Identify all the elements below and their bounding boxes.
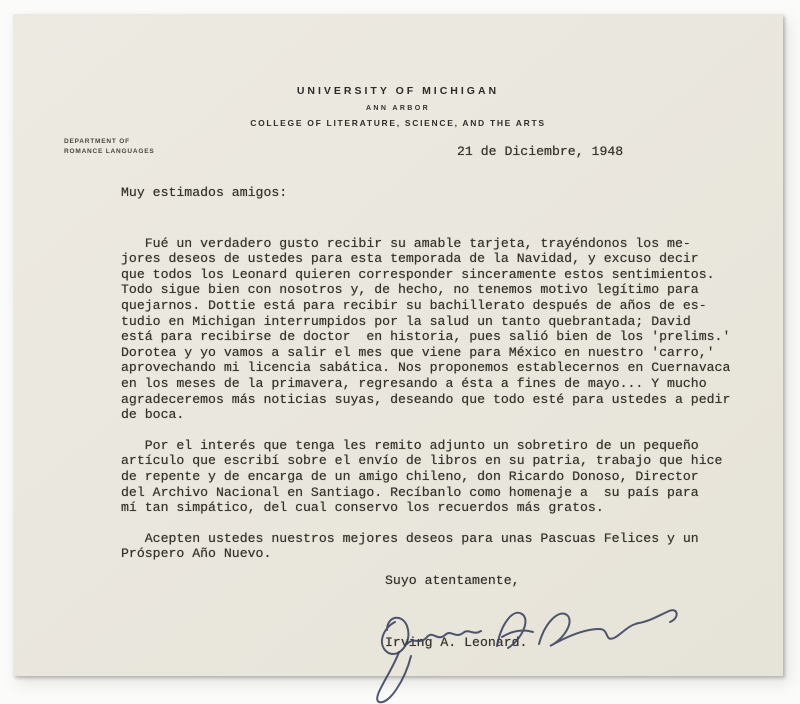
letter-line: agradeceremos más noticias suyas, deseando que todo esté para ustedes a pedir bbox=[121, 391, 731, 407]
letter-line: Fué un verdadero gusto recibir su amable tarjeta, trayéndonos los me- bbox=[121, 235, 691, 251]
letterhead-college: COLLEGE OF LITERATURE, SCIENCE, AND THE ARTS bbox=[250, 118, 546, 128]
letter-line: en los meses de la primavera, regresando a ésta a fines de mayo... Y mucho bbox=[121, 375, 707, 391]
letter-line: mí tan simpático, del cual conservo los recuerdos más gratos. bbox=[121, 500, 604, 516]
signature-stroke bbox=[497, 613, 533, 648]
paragraph-1 bbox=[121, 236, 730, 423]
salutation: Muy estimados amigos: bbox=[121, 185, 288, 200]
typed-signature-name: Irving A. Leonard. bbox=[385, 635, 528, 651]
letter-paper bbox=[13, 14, 783, 676]
letter-line: jores deseos de ustedes para esta temporada de la Navidad, y excuso decir bbox=[121, 251, 699, 267]
letter-line: aprovechando mi licencia sabática. Nos proponemos establecernos en Cuernavaca bbox=[121, 360, 731, 376]
letterhead-university: UNIVERSITY OF MICHIGAN bbox=[296, 85, 500, 97]
signature-stroke bbox=[539, 610, 677, 646]
paragraph-3 bbox=[121, 531, 730, 562]
letter-line: Dorotea y yo vamos a salir el mes que viene para México en nuestro 'carro,' bbox=[121, 344, 715, 360]
letter-line: de repente y de encarga de un amigo chileno, don Ricardo Donoso, Director bbox=[121, 468, 699, 484]
letter-line: artículo que escribí sobre el envío de libros en su patria, trabajo que hice bbox=[121, 453, 723, 469]
letter-line: Próspero Año Nuevo. bbox=[121, 546, 272, 562]
letter-line: Por el interés que tenga les remito adjunto un sobretiro de un pequeño bbox=[121, 437, 699, 453]
signature-stroke bbox=[377, 652, 411, 702]
letter-line: Todo sigue bien con nosotros y, de hecho, no tenemos motivo legítimo para bbox=[121, 282, 699, 298]
letterhead-city: ANN ARBOR bbox=[365, 105, 431, 112]
letter-line: quejarnos. Dottie está para recibir su bachillerato después de años de es- bbox=[121, 297, 707, 313]
letter-line: del Archivo Nacional en Santiago. Recíbanlo como homenaje a su país para bbox=[121, 484, 699, 500]
paragraph-2 bbox=[121, 438, 730, 516]
closing-line: Suyo atentamente, bbox=[385, 572, 520, 588]
department-line-1: DEPARTMENT OF bbox=[64, 138, 130, 145]
letterhead-department bbox=[64, 137, 155, 156]
handwritten-signature bbox=[351, 582, 681, 704]
letter-line: tudio en Michigan interrumpidos por la salud un tanto quebrantada; David bbox=[121, 313, 691, 329]
letter-line: de boca. bbox=[121, 407, 185, 423]
letter-line: está para recibirse de doctor en historia, pues salió bien de los 'prelims.' bbox=[121, 329, 731, 345]
signature-stroke bbox=[407, 631, 481, 644]
letter-line: que todos los Leonard quieren corresponder sinceramente estos sentimientos. bbox=[121, 266, 715, 282]
department-line-2: ROMANCE LANGUAGES bbox=[64, 147, 155, 155]
letter-line: Acepten ustedes nuestros mejores deseos para unas Pascuas Felices y un bbox=[121, 530, 699, 546]
letter-date: 21 de Diciembre, 1948 bbox=[457, 144, 624, 159]
signature-stroke bbox=[382, 618, 408, 654]
